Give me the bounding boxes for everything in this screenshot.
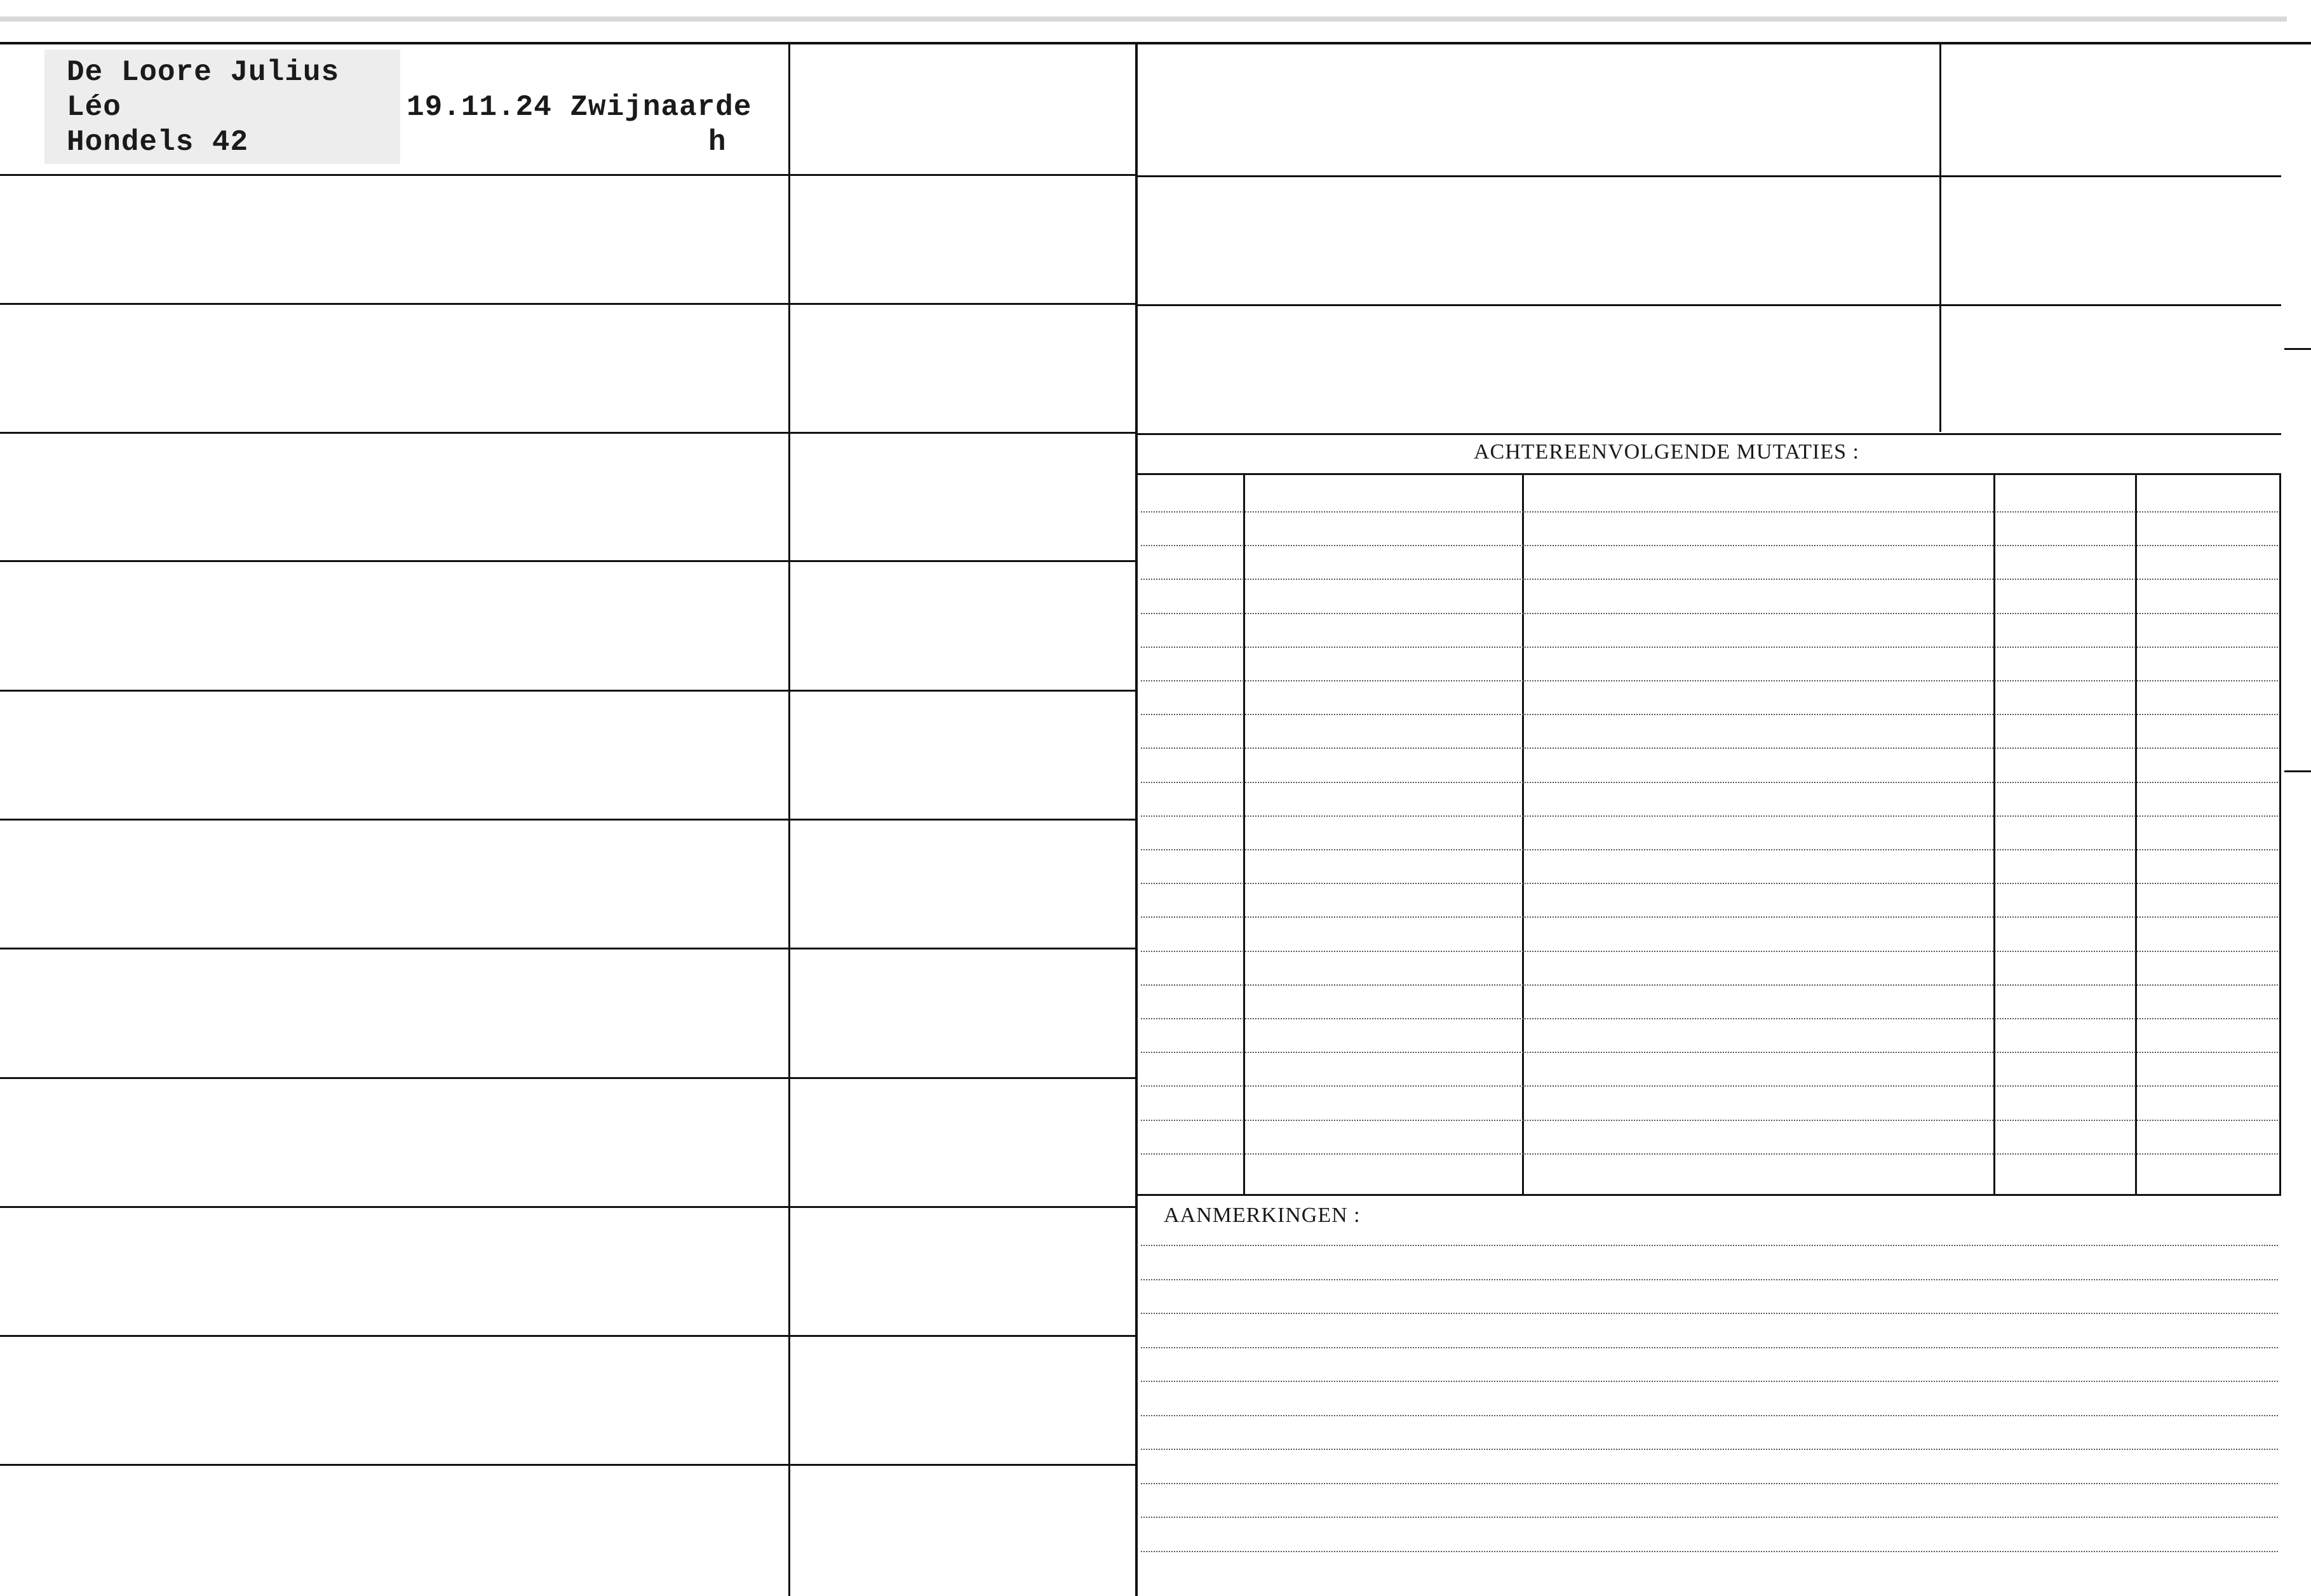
remarks-ruled-line [1141, 1245, 2278, 1246]
mutations-top-line [1138, 473, 2281, 475]
left-row-line [0, 819, 1135, 821]
remarks-ruled-line [1141, 1415, 2278, 1416]
mutations-ruled-line [1141, 883, 2278, 884]
left-row-line [0, 1335, 1135, 1337]
remarks-ruled-line [1141, 1551, 2278, 1552]
mutations-ruled-line [1141, 1052, 2278, 1053]
mutations-ruled-line [1141, 714, 2278, 715]
left-row-line [0, 1464, 1135, 1466]
left-row-line [0, 948, 1135, 949]
record-address: Hondels 42 [67, 126, 249, 159]
left-row-line [0, 432, 1135, 434]
remarks-ruled-line [1141, 1381, 2278, 1382]
mutations-ruled-line [1141, 1120, 2278, 1121]
mutations-ruled-line [1141, 579, 2278, 580]
left-row-line [0, 560, 1135, 562]
record-name: De Loore Julius [67, 56, 340, 89]
right-top-divider [1939, 44, 1941, 432]
edge-tick [2284, 770, 2311, 772]
mutations-ruled-line [1141, 680, 2278, 681]
top-border [0, 42, 2311, 44]
right-row-line [1138, 433, 2281, 435]
record-first-name: Léo [67, 91, 121, 124]
mutations-col-line [2279, 473, 2281, 1194]
top-edge-noise [0, 17, 2287, 22]
remarks-ruled-line [1141, 1347, 2278, 1348]
mutations-heading: ACHTEREENVOLGENDE MUTATIES : [1474, 440, 1859, 464]
remarks-ruled-line [1141, 1483, 2278, 1484]
left-row-line [0, 303, 1135, 305]
left-row-line [0, 174, 1135, 176]
mutations-ruled-line [1141, 815, 2278, 817]
mutations-ruled-line [1141, 849, 2278, 850]
mutations-ruled-line [1141, 951, 2278, 952]
right-row-line [1138, 304, 2281, 306]
mutations-ruled-line [1141, 613, 2278, 614]
left-row-line [0, 1077, 1135, 1079]
mutations-ruled-line [1141, 916, 2278, 918]
edge-tick [2284, 348, 2311, 350]
record-birth: 19.11.24 Zwijnaarde [407, 91, 752, 124]
mutations-ruled-line [1141, 1018, 2278, 1019]
remarks-heading: AANMERKINGEN : [1164, 1204, 1361, 1227]
mutations-bottom-line [1138, 1194, 2281, 1196]
remarks-ruled-line [1141, 1449, 2278, 1450]
mutations-ruled-line [1141, 1153, 2278, 1155]
mutations-ruled-line [1141, 782, 2278, 783]
record-marker: h [708, 126, 727, 159]
remarks-ruled-line [1141, 1313, 2278, 1314]
mutations-ruled-line [1141, 748, 2278, 749]
mutations-ruled-line [1141, 647, 2278, 648]
remarks-ruled-line [1141, 1517, 2278, 1518]
mutations-ruled-line [1141, 511, 2278, 513]
remarks-ruled-line [1141, 1279, 2278, 1280]
mutations-ruled-line [1141, 545, 2278, 546]
right-row-line [1138, 175, 2281, 177]
center-divider [1135, 44, 1138, 1596]
mutations-ruled-line [1141, 1085, 2278, 1087]
mutations-ruled-line [1141, 984, 2278, 986]
left-row-line [0, 1206, 1135, 1208]
left-row-line [0, 690, 1135, 692]
